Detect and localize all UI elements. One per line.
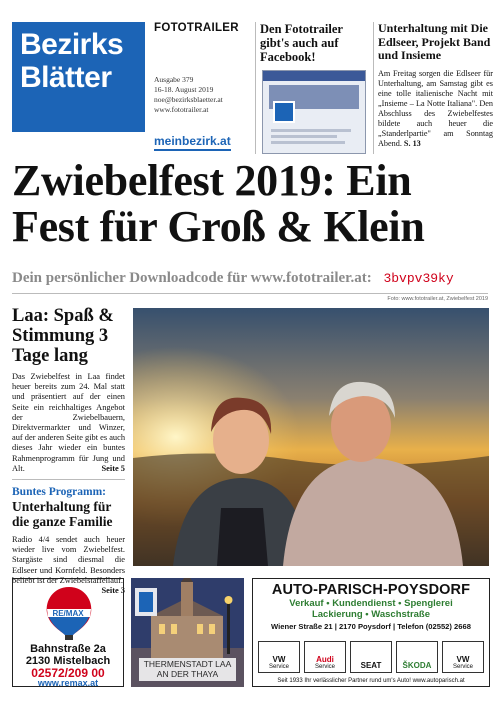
brand-url: meinbezirk.at — [154, 134, 231, 151]
brand-sub: Service — [268, 664, 289, 670]
story2-page-ref: Seite 3 — [101, 586, 125, 596]
divider — [12, 293, 488, 294]
auto-address: Wiener Straße 21 | 2170 Poysdorf | Telefon (02552) 2668 — [271, 622, 471, 631]
brand-name: ŠKODA — [402, 661, 432, 670]
brand-logo-skoda — [396, 641, 438, 673]
brand-logo-vw — [258, 641, 300, 673]
brand-logos — [258, 641, 484, 673]
bezirksblaetter-logo — [12, 22, 145, 132]
story-column — [12, 306, 125, 596]
town-caption: THERMENSTADT LAA AN DER THAYA — [139, 658, 236, 681]
remax-web[interactable]: www.remax.at — [37, 678, 99, 688]
facebook-header-bar — [263, 71, 365, 81]
facebook-teaser — [255, 22, 368, 154]
download-label: Dein persönlicher Downloadcode für www.fototrailer.at: — [12, 270, 372, 286]
story2-kicker: Buntes Programm: — [12, 486, 107, 499]
story1-headline: Laa: Spaß & Stimmung 3 Tage lang — [12, 306, 114, 366]
brand-name: VW — [272, 655, 286, 664]
woman-dress-shape — [217, 508, 268, 566]
ad-remax[interactable] — [12, 578, 124, 687]
main-photo — [133, 308, 489, 566]
brand-name: VW — [456, 655, 470, 664]
story2-headline: Unterhaltung für die ganze Familie — [12, 499, 113, 530]
auto-title: AUTO-PARISCH-POYSDORF — [271, 582, 471, 598]
story2-text: Radio 4/4 sendet auch heuer wieder live vom Zwiebelfest. Stargäste sind diesmal die Edlseer und Kornfeld. Besonders beliebt ist der Zwiebelstaffellauf. — [12, 535, 125, 585]
brand-logo-vw-nutzfahrzeuge — [442, 641, 484, 673]
brand-logo-audi — [304, 641, 346, 673]
ad-thermenstadt[interactable] — [131, 578, 244, 687]
brand-name: Audi — [316, 655, 334, 664]
download-code[interactable]: 3bvpv39ky — [383, 271, 454, 286]
side-teaser-text: Am Freitag sorgen die Edlseer für Unterhaltung, am Samstag gibt es eine tolle italienische Nacht mit „Insieme – La Notte Italiana". Den Abschluss des Zwiebelfestes bildete auch heuer die „Standerlpartie" am Sonntag Abend. — [378, 68, 493, 148]
auto-services-1: Verkauf • Kundendienst • Spenglerei — [289, 598, 453, 609]
download-line — [12, 270, 454, 287]
couple-photo-illustration — [133, 308, 489, 566]
brand-sub: Service — [314, 664, 335, 670]
issue-web: www.fototrailer.at — [154, 105, 209, 114]
story1-page-ref: Seite 5 — [101, 463, 125, 473]
logo-line-2: Blätter — [20, 61, 112, 94]
facebook-profile-picture — [273, 101, 295, 123]
side-teaser-headline: Unterhaltung mit Die Edlseer, Projekt Band und Insieme — [378, 21, 491, 62]
story1-body — [12, 372, 125, 474]
issue-meta — [154, 75, 223, 115]
main-headline: Zwiebelfest 2019: Ein Fest für Groß & Klein — [12, 156, 425, 251]
issue-email: noe@bezirksblaetter.at — [154, 95, 223, 104]
auto-services-2: Lackierung • Waschstraße — [311, 609, 431, 620]
issue-info — [154, 22, 248, 152]
photo-credit: Foto: www.fototrailer.at, Zwiebelfest 2019 — [387, 296, 488, 302]
brand-logo-seat — [350, 641, 392, 673]
facebook-teaser-headline: Den Fototrailer gibt's auch auf Facebook! — [260, 22, 343, 64]
divider — [12, 479, 125, 480]
side-teaser-page-ref: S. 13 — [403, 138, 421, 148]
facebook-screenshot-image — [262, 70, 366, 154]
side-teaser — [373, 22, 493, 154]
story1-text: Das Zwiebelfest in Laa findet heuer bereits zum 24. Mal statt und präsentiert auf der einen Seite ein reichhaltiges Angebot der Zwiebelbauern, Direktvermarkter und Winzer, auf der anderen Seite gibt es auch dieses Jahr wieder ein buntes Rahmenprogramm für Jung und Alt. — [12, 372, 126, 473]
remax-city: 2130 Mistelbach — [25, 655, 111, 667]
section-title: FOTOTRAILER — [154, 22, 239, 34]
ad-auto-parisch[interactable] — [252, 578, 490, 687]
facebook-text-line — [271, 141, 345, 144]
issue-dates: 16-18. August 2019 — [154, 85, 214, 94]
brand-name: SEAT — [360, 661, 382, 670]
auto-footer: Seit 1933 Ihr verlässlicher Partner rund um's Auto! www.autoparisch.at — [277, 678, 465, 684]
facebook-text-line — [271, 135, 337, 138]
remax-street: Bahnstraße 2a — [30, 643, 106, 655]
remax-brand: RE/MAX — [52, 609, 84, 618]
remax-phone: 02572/209 00 — [31, 666, 105, 680]
issue-number: Ausgabe 379 — [154, 75, 194, 84]
side-teaser-body — [378, 69, 493, 149]
brand-sub: Service — [452, 664, 473, 670]
facebook-text-line — [271, 129, 351, 132]
logo-line-1: Bezirks — [20, 28, 124, 61]
